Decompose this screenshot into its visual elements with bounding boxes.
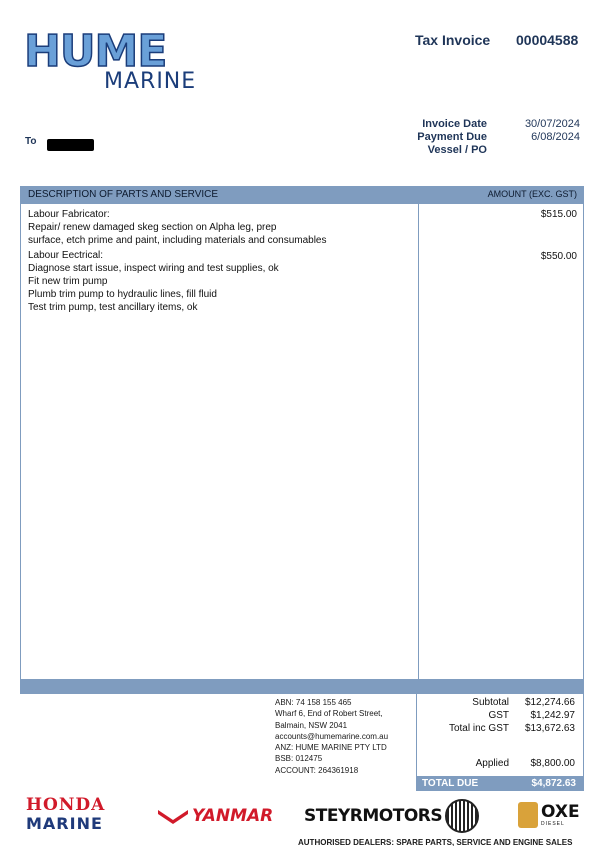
line-item-amount: $515.00 [540, 209, 577, 220]
honda-marine-logo [26, 796, 144, 836]
logo-sub-text: MARINE [104, 69, 197, 94]
total-inc-gst-value: $13,672.63 [524, 723, 575, 734]
yanmar-logo [158, 804, 273, 828]
line-item-text: surface, etch prime and paint, including materials and consumables [28, 235, 327, 246]
applied-label: Applied [475, 758, 509, 769]
redacted-recipient [47, 139, 94, 151]
line-item-title: Labour Eectrical: [28, 250, 104, 261]
yanmar-emblem-icon [158, 808, 188, 824]
payment-due-value: 6/08/2024 [531, 131, 580, 143]
authorised-dealers-text: AUTHORISED DEALERS: SPARE PARTS, SERVICE AND ENGINE SALES [298, 838, 573, 846]
column-divider [418, 204, 419, 679]
address-line: Wharf 6, End of Robert Street, [275, 709, 383, 719]
subtotal-row [417, 697, 583, 709]
line-item-text: Plumb trim pump to hydraulic lines, fill fluid [28, 289, 217, 300]
gst-value: $1,242.97 [530, 710, 575, 721]
applied-value: $8,800.00 [530, 758, 575, 769]
invoice-meta-labels [400, 118, 487, 157]
honda-marine-text: MARINE [26, 814, 103, 833]
line-item [28, 249, 414, 314]
email-text: accounts@humemarine.com.au [275, 731, 389, 741]
line-item-text: Diagnose start issue, inspect wiring and test supplies, ok [28, 263, 279, 274]
recipient-label: To [25, 136, 37, 147]
total-due-bar [416, 776, 584, 791]
steyr-badge-icon [445, 799, 479, 833]
total-inc-gst-label: Total inc GST [448, 723, 509, 734]
total-inc-gst-row [417, 723, 583, 735]
abn-text: ABN: 74 158 155 465 [275, 698, 352, 707]
oxe-logo-text: OXE [541, 801, 580, 822]
invoice-date-value: 30/07/2024 [524, 118, 580, 130]
vessel-po-label: Vessel / PO [427, 144, 487, 156]
gst-label: GST [488, 710, 509, 721]
payment-due-label: Payment Due [417, 131, 487, 143]
bsb-text: BSB: 012475 [275, 754, 323, 764]
logo-main-text: HUME [24, 26, 167, 77]
oxe-diesel-logo [518, 800, 580, 830]
total-due-value: $4,872.63 [531, 778, 576, 789]
company-logo [24, 26, 200, 96]
line-item [28, 208, 414, 247]
total-due-label: TOTAL DUE [422, 778, 479, 789]
steyr-motors-logo [304, 802, 479, 830]
account-text: ACCOUNT: 264361918 [275, 765, 359, 775]
description-column [28, 208, 414, 316]
description-column-header: DESCRIPTION OF PARTS AND SERVICE [28, 189, 219, 200]
line-item-text: Test trim pump, test ancillary items, ok [28, 302, 198, 313]
invoice-number: 00004588 [516, 32, 579, 48]
line-item-text: Fit new trim pump [28, 276, 108, 287]
address-line: Balmain, NSW 2041 [275, 720, 348, 730]
oxe-emblem-icon [518, 802, 538, 828]
invoice-meta-values [490, 118, 580, 144]
company-details [275, 697, 388, 776]
subtotal-value: $12,274.66 [524, 697, 575, 708]
line-item-title: Labour Fabricator: [28, 209, 110, 220]
line-item-amount: $550.00 [540, 251, 577, 262]
steyr-logo-text: STEYRMOTORS [304, 806, 443, 826]
table-header [21, 187, 583, 204]
line-items-table [20, 186, 584, 694]
invoice-date-label: Invoice Date [422, 118, 487, 130]
document-title: Tax Invoice [415, 32, 491, 48]
yanmar-logo-text: YANMAR [192, 806, 274, 826]
applied-row [417, 758, 583, 770]
oxe-sub-text: DIESEL [541, 820, 565, 827]
subtotal-label: Subtotal [472, 697, 509, 708]
gst-row [417, 710, 583, 722]
bank-name-text: ANZ: HUME MARINE PTY LTD [275, 743, 387, 753]
table-footer-bar [21, 679, 583, 693]
honda-logo-text: HONDA [26, 795, 106, 815]
line-item-text: Repair/ renew damaged skeg section on Alpha leg, prep [28, 222, 277, 233]
amount-column-header: AMOUNT (EXC. GST) [487, 189, 577, 199]
